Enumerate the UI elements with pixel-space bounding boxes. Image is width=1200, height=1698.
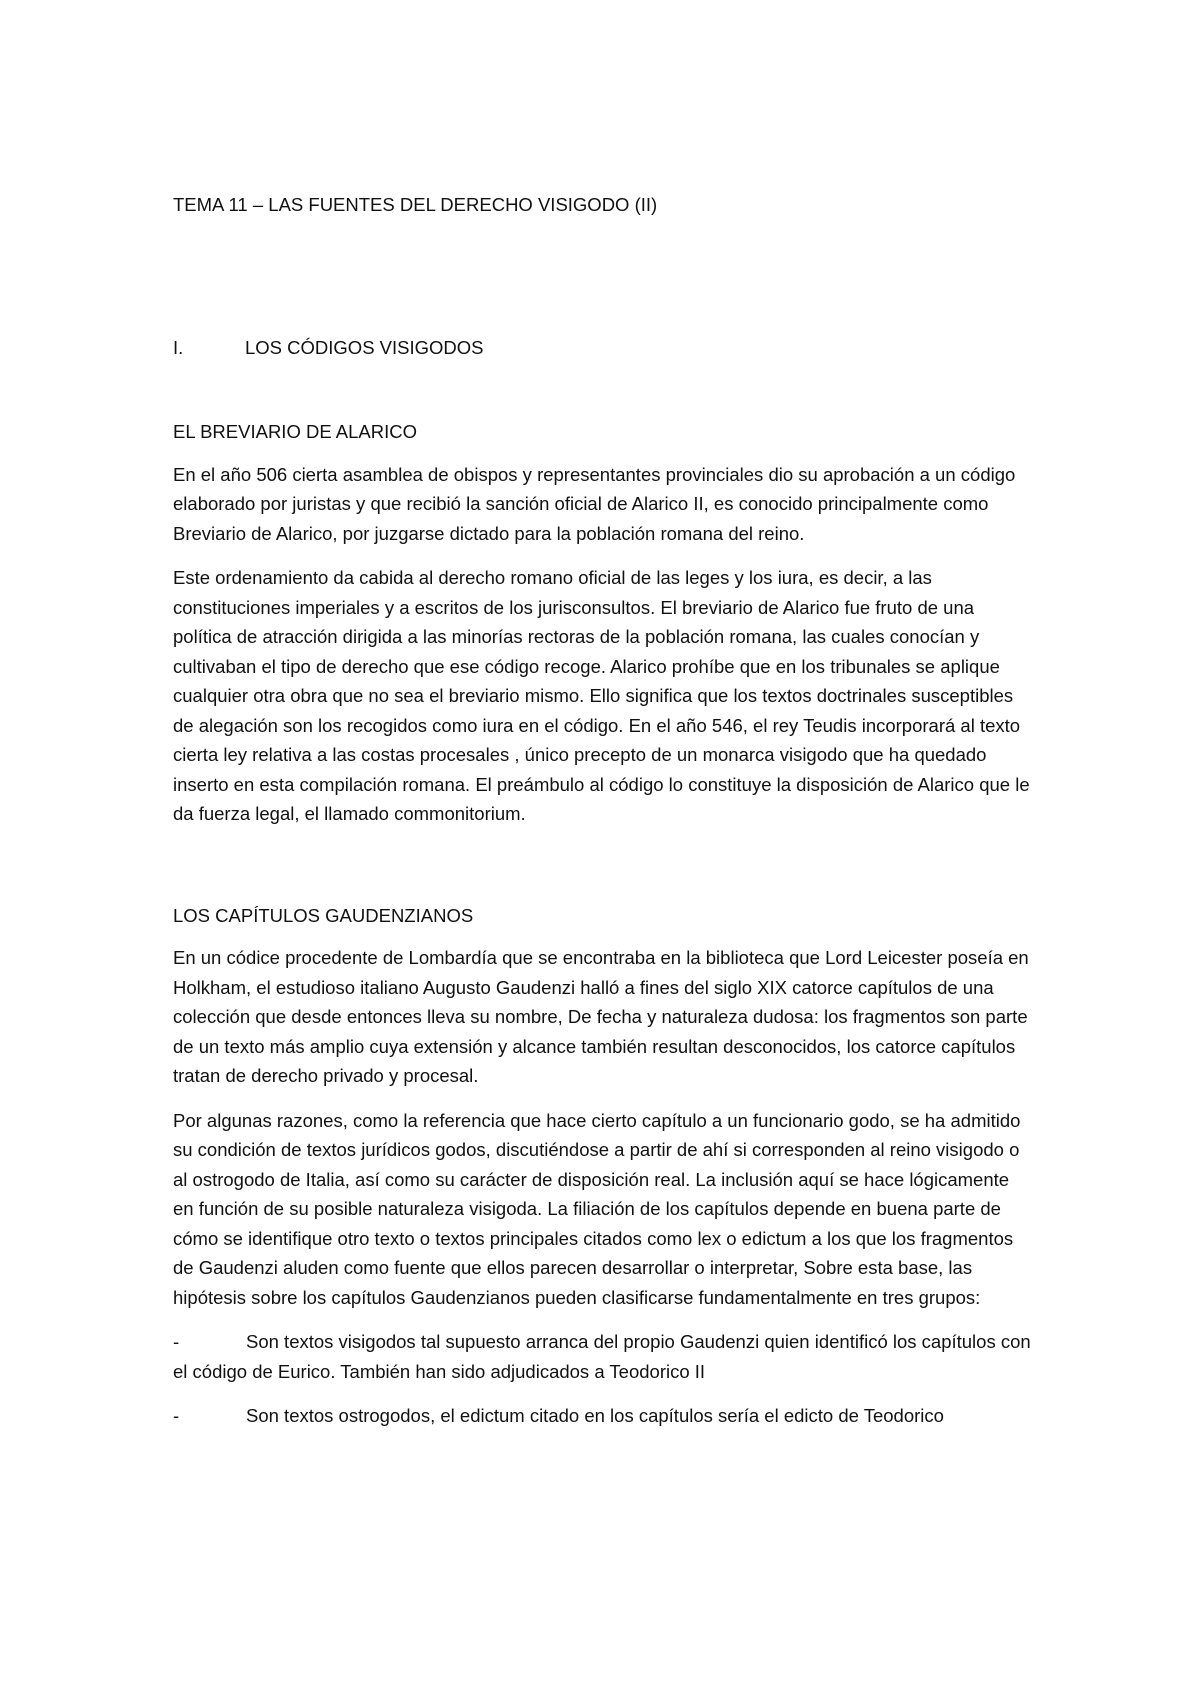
document-body [173,190,1033,1431]
gaudenzianos-heading: LOS CAPÍTULOS GAUDENZIANOS [173,904,474,926]
section-title: LOS CÓDIGOS VISIGODOS [245,336,484,358]
bullet-text: Son textos visigodos tal supuesto arranca del propio Gaudenzi quien identificó los capítulos con el código de Eurico. También han sido adjudicados a Teodorico II [173,1331,1031,1382]
bullet-mark: - [173,1405,180,1426]
bullet-item-2 [173,1401,1033,1431]
section-number: I. [173,336,184,358]
gaudenzianos-paragraph-2: Por algunas razones, como la referencia que hace cierto capítulo a un funcionario godo, se ha admitido su condición de textos jurídicos godos, discutiéndose a partir de ahí si corresponden al reino visigodo o al ostrogodo de Italia, así como su carácter de disposición real. La inclusión aquí se hace lógicamente en función de su posible naturaleza visigoda. La filiación de los capítulos depende en buena parte de cómo se identifique otro texto o textos principales citados como lex o edictum a los que los fragmentos de Gaudenzi aluden como fuente que ellos parecen desarrollar o interpretar, Sobre esta base, las hipótesis sobre los capítulos Gaudenzianos pueden clasificarse fundamentalmente en tres grupos: [173,1109,1021,1308]
document-title: TEMA 11 – LAS FUENTES DEL DERECHO VISIGODO (II) [173,194,658,215]
bullet-text: Son textos ostrogodos, el edictum citado en los capítulos sería el edicto de Teodorico [246,1405,944,1426]
gaudenzianos-paragraph-1: En un códice procedente de Lombardía que se encontraba en la biblioteca que Lord Leicester poseía en Holkham, el estudioso italiano Augusto Gaudenzi halló a fines del siglo XIX catorce capítulos de una colección que desde entonces lleva su nombre, De fecha y naturaleza dudosa: los fragmentos son parte de un texto más amplio cuya extensión y alcance también resultan desconocidos, los catorce capítulos tratan de derecho privado y procesal. [173,947,1029,1086]
breviario-heading: EL BREVIARIO DE ALARICO [173,421,418,442]
breviario-paragraph-1: En el año 506 cierta asamblea de obispos y representantes provinciales dio su aprobación a un código elaborado por juristas y que recibió la sanción oficial de Alarico II, es conocido principalmente como Breviario de Alarico, por juzgarse dictado para la población romana del reino. [173,463,1016,544]
bullet-item-1 [173,1327,1033,1386]
breviario-paragraph-2: Este ordenamiento da cabida al derecho romano oficial de las leges y los iura, es decir, a las constituciones imperiales y a escritos de los jurisconsultos. El breviario de Alarico fue fruto de una política de atracción dirigida a las minorías rectoras de la población romana, las cuales conocían y cultivaban el tipo de derecho que ese código recoge. Alarico prohíbe que en los tribunales se aplique cualquier otra obra que no sea el breviario mismo. Ello significa que los textos doctrinales susceptibles de alegación son los recogidos como iura en el código. En el año 546, el rey Teudis incorporará al texto cierta ley relativa a las costas procesales , único precepto de un monarca visigodo que ha quedado inserto en esta compilación romana. El preámbulo al código lo constituye la disposición de Alarico que le da fuerza legal, el llamado commonitorium. [173,567,1030,824]
section-heading [173,333,1033,363]
bullet-mark: - [173,1331,180,1352]
